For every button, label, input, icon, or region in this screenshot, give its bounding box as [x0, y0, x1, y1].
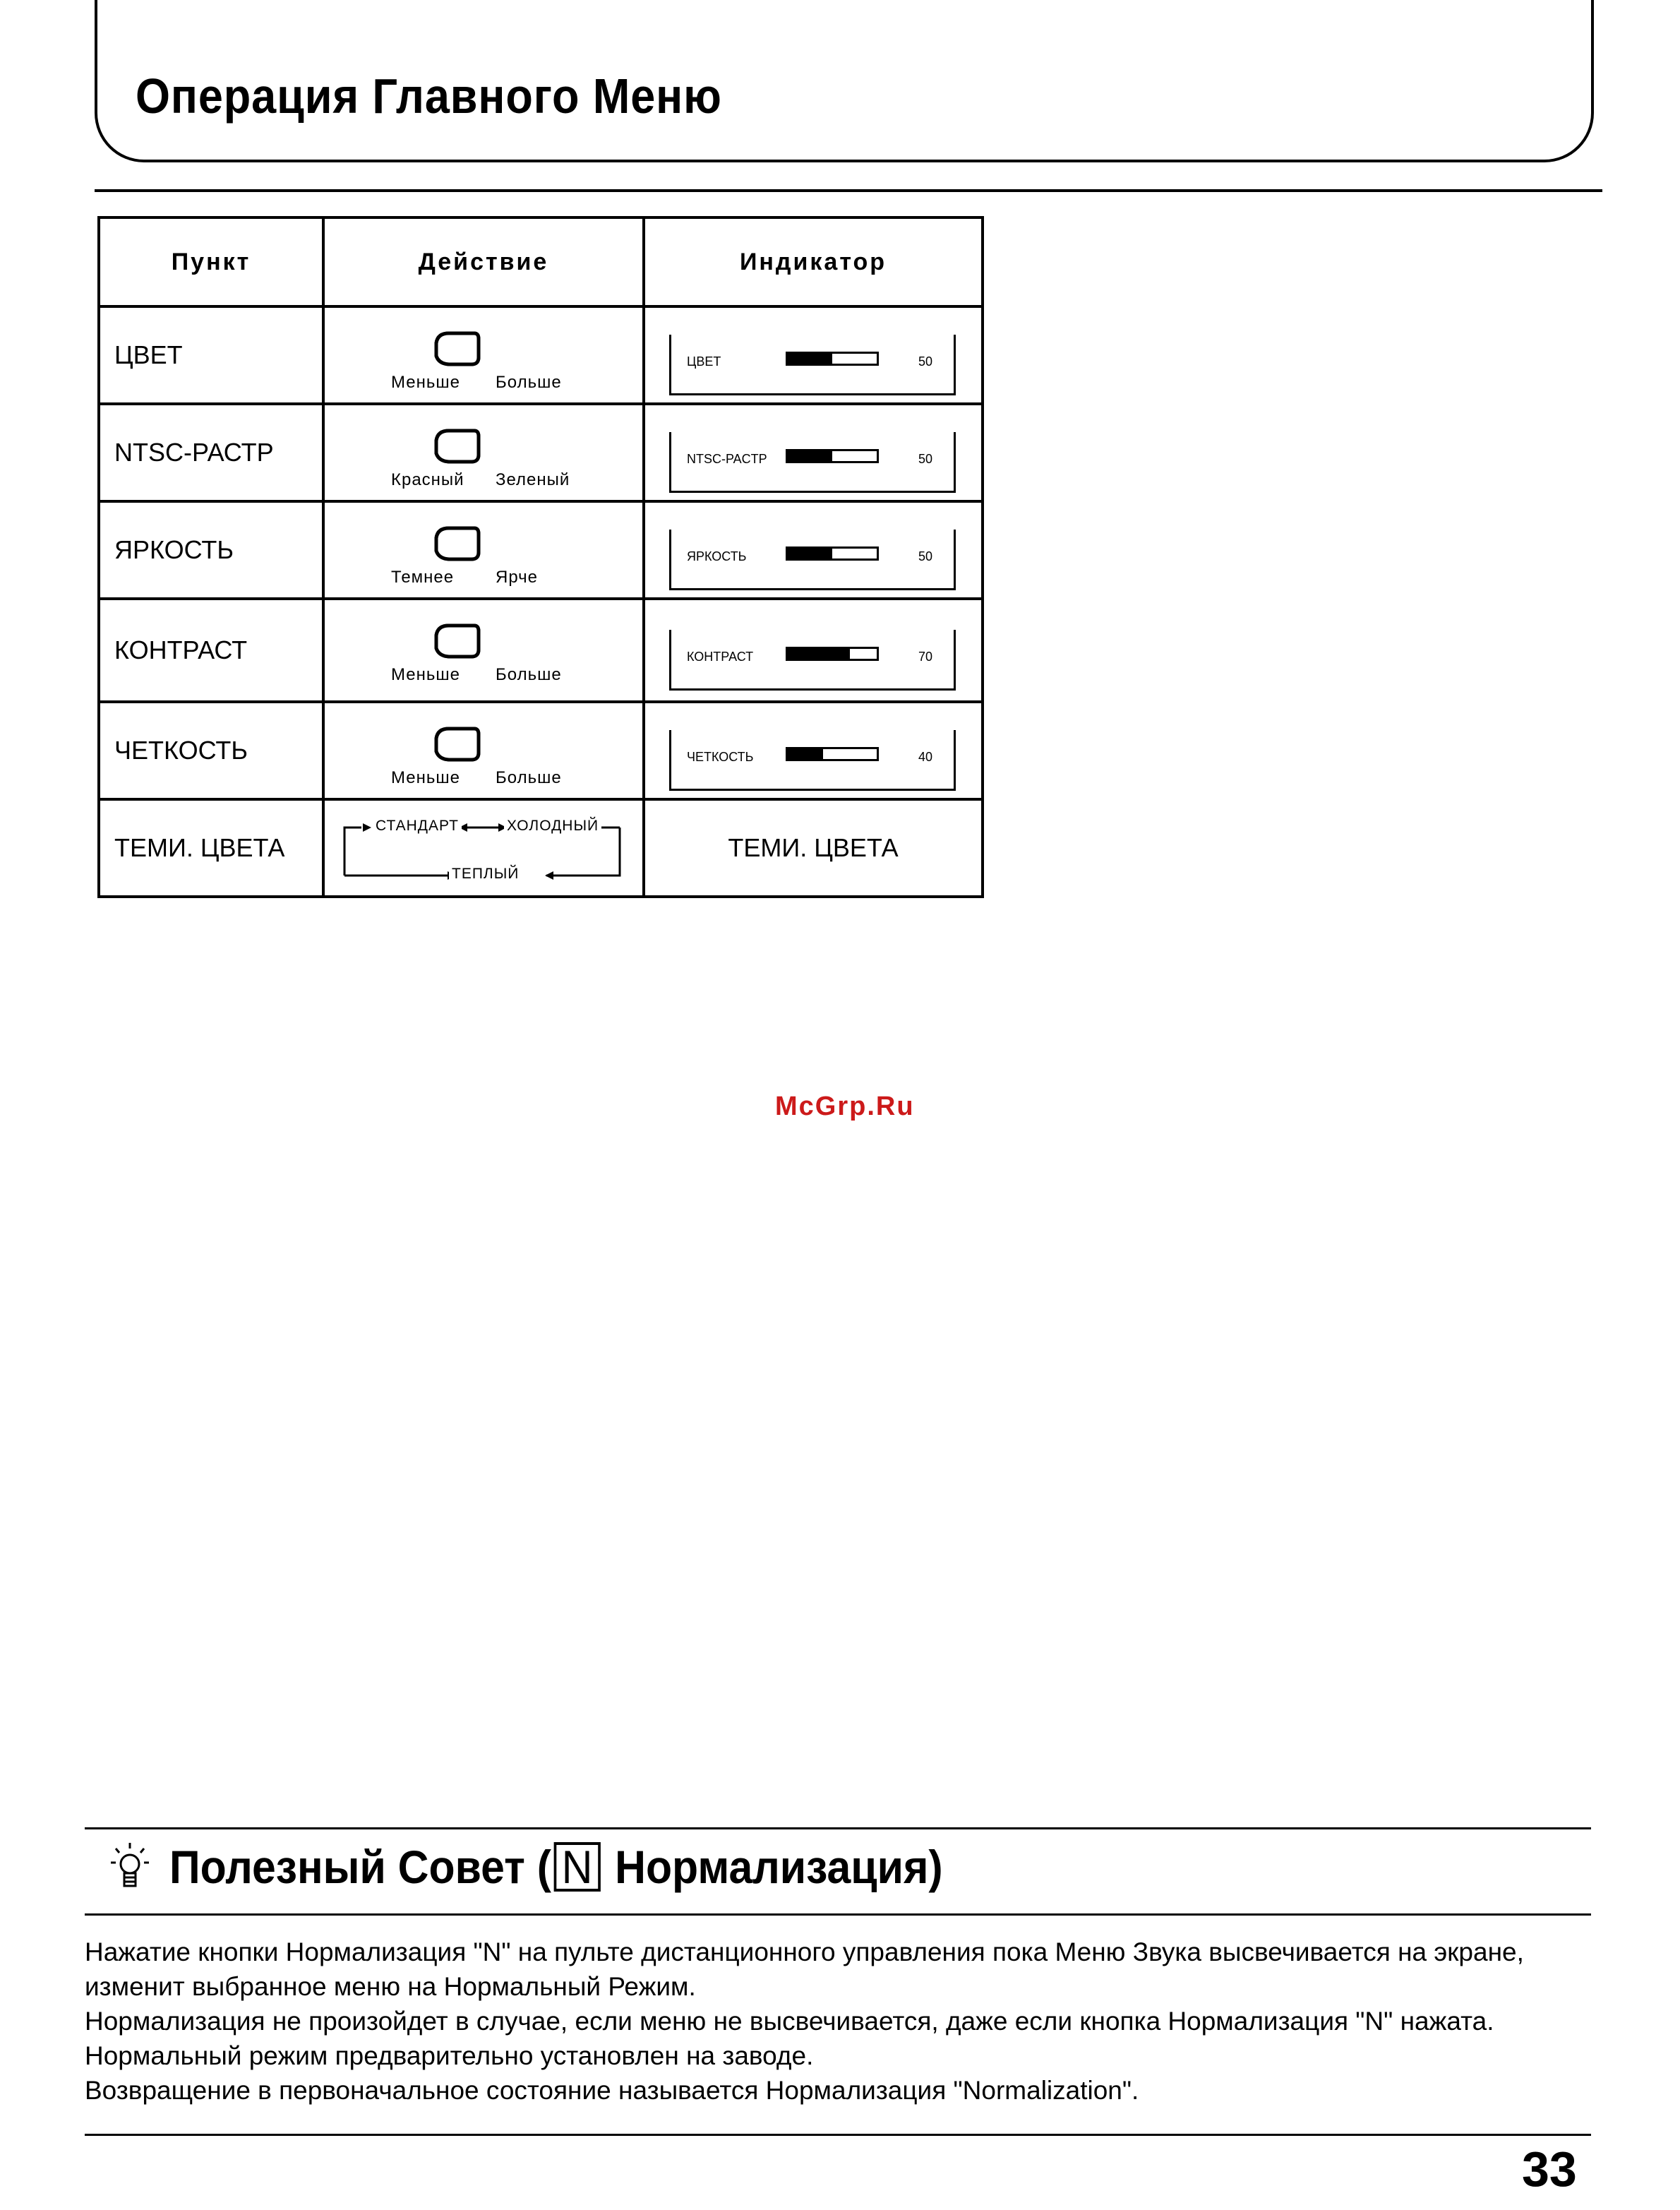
tip-line: Нормальный режим предварительно установлен на заводе. [85, 2041, 814, 2070]
n-key-icon: N [554, 1842, 601, 1892]
table-row-color-temp [99, 799, 983, 897]
tip-header [110, 1840, 1010, 1894]
item-name: КОНТРАСТ [99, 599, 323, 702]
watermark: McGrp.Ru [775, 1092, 915, 1121]
cycle-cold: ХОЛОДНЫЙ [504, 818, 601, 835]
table-row [99, 599, 983, 702]
increase-label: Больше [496, 665, 562, 684]
level-indicator [669, 630, 956, 691]
level-bar-fill [788, 451, 832, 461]
level-bar-fill [788, 649, 850, 659]
action-cell [323, 599, 644, 702]
action-cell [323, 702, 644, 799]
indicator-label: ЧЕТКОСТЬ [687, 750, 754, 764]
level-bar-fill [788, 549, 832, 559]
item-name: ТЕМИ. ЦВЕТА [99, 799, 323, 897]
indicator-value: 50 [918, 549, 933, 563]
cycle-standard: СТАНДАРТ [373, 818, 462, 835]
indicator-cell [644, 404, 983, 501]
increase-label: Больше [496, 373, 562, 392]
cycle-warm: ТЕПЛЫЙ [449, 866, 522, 883]
level-indicator [669, 530, 956, 590]
indicator-value: 50 [918, 452, 933, 466]
left-right-buttons [431, 620, 536, 661]
right-button-icon [436, 528, 479, 559]
page-number: 33 [1522, 2142, 1577, 2197]
tip-line: Нажатие кнопки Нормализация "N" на пульте дистанционного управления пока Меню Звука высвечивается на экране, [85, 1937, 1524, 1966]
tip-title [169, 1840, 943, 1894]
indicator-text: ТЕМИ. ЦВЕТА [644, 799, 983, 897]
right-button-icon [436, 729, 479, 760]
tip-line: изменит выбранное меню на Нормальный Режим. [85, 1972, 696, 2001]
decrease-label: Меньше [391, 768, 460, 787]
item-name: ЦВЕТ [99, 306, 323, 404]
level-indicator [669, 432, 956, 493]
level-bar [786, 352, 879, 366]
indicator-cell [644, 501, 983, 599]
increase-label: Ярче [496, 568, 539, 587]
footer-rule [85, 2134, 1591, 2136]
table-row [99, 404, 983, 501]
level-bar [786, 747, 879, 761]
left-right-buttons [431, 522, 536, 563]
tip-line: Нормализация не произойдет в случае, если меню не высвечивается, даже если кнопка Нормализация "N" нажата. [85, 2007, 1494, 2036]
tip-line: Возвращение в первоначальное состояние называется Нормализация "Normalization". [85, 2076, 1139, 2105]
column-header-indicator: Индикатор [644, 217, 983, 306]
action-cell [323, 404, 644, 501]
item-name: ЯРКОСТЬ [99, 501, 323, 599]
level-bar [786, 546, 879, 561]
left-right-buttons [431, 425, 536, 466]
decrease-label: Красный [391, 470, 464, 489]
indicator-label: NTSC-PACTP [687, 452, 767, 466]
action-cell [323, 501, 644, 599]
tip-title-suffix: Нормализация) [615, 1841, 943, 1893]
tip-top-rule [85, 1827, 1591, 1829]
increase-label: Больше [496, 768, 562, 787]
page-title: Операция Главного Меню [136, 68, 722, 124]
indicator-value: 40 [918, 750, 933, 764]
decrease-label: Меньше [391, 665, 460, 684]
item-name: NTSC-РАСТР [99, 404, 323, 501]
title-divider [95, 189, 1602, 192]
action-cell [323, 306, 644, 404]
lightbulb-icon [110, 1841, 150, 1892]
indicator-label: ЯРКОСТЬ [687, 549, 747, 563]
indicator-label: КОНТРАСТ [687, 650, 754, 664]
right-button-icon [436, 626, 479, 657]
level-bar-fill [788, 354, 832, 364]
tip-body [85, 1935, 1595, 2108]
table-header-row [99, 217, 983, 306]
level-bar-fill [788, 749, 823, 759]
level-bar [786, 449, 879, 463]
indicator-cell [644, 599, 983, 702]
level-indicator [669, 335, 956, 395]
column-header-action: Действие [323, 217, 644, 306]
table-row [99, 306, 983, 404]
indicator-label: ЦВЕТ [687, 354, 721, 369]
tip-title-prefix: Полезный Совет ( [169, 1841, 551, 1893]
level-indicator [669, 730, 956, 791]
decrease-label: Меньше [391, 373, 460, 392]
left-right-buttons [431, 723, 536, 764]
tip-bottom-rule [85, 1913, 1591, 1916]
right-button-icon [436, 333, 479, 364]
table-row [99, 702, 983, 799]
increase-label: Зеленый [496, 470, 570, 489]
indicator-cell [644, 306, 983, 404]
indicator-value: 50 [918, 354, 933, 369]
right-button-icon [436, 431, 479, 462]
item-name: ЧЕТКОСТЬ [99, 702, 323, 799]
decrease-label: Темнее [391, 568, 455, 587]
level-bar [786, 647, 879, 661]
left-right-buttons [431, 328, 536, 369]
temp-cycle-diagram [325, 801, 642, 895]
table-row [99, 501, 983, 599]
indicator-cell [644, 702, 983, 799]
menu-table [97, 216, 984, 898]
action-cell [323, 799, 644, 897]
indicator-value: 70 [918, 650, 933, 664]
column-header-item: Пункт [99, 217, 323, 306]
